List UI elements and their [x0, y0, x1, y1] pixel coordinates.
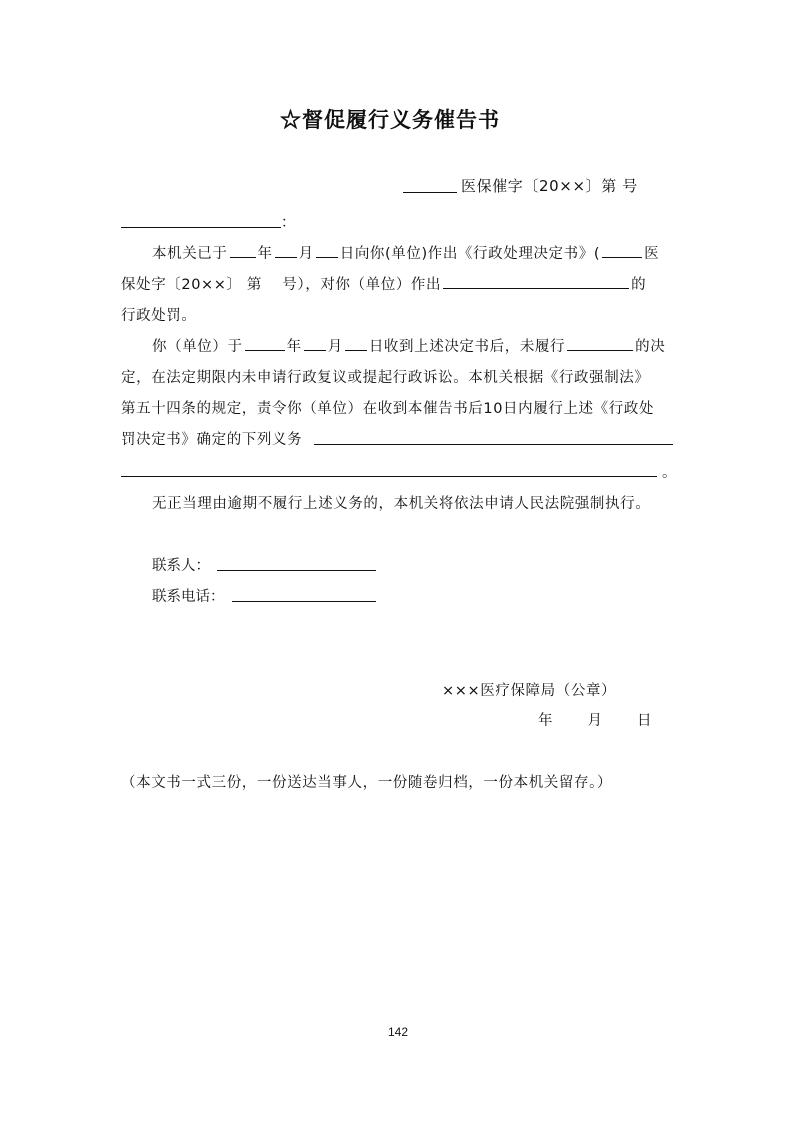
para1-line3: 行政处罚。: [121, 308, 197, 324]
addressee-blank: [121, 227, 281, 228]
page-number: 142: [388, 1025, 409, 1039]
signature-date: 年 月 日: [538, 713, 654, 729]
para2-line2: 定，在法定期限内未申请行政复议或提起行政诉讼。本机关根据《行政强制法》: [121, 370, 650, 386]
para3: 无正当理由逾期不履行上述义务的，本机关将依法申请人民法院强制执行。: [152, 496, 651, 512]
footnote: （本文书一式三份，一份送达当事人，一份随卷归档，一份本机关留存。）: [121, 775, 613, 791]
para1-line2: 保处字〔20××〕 第 号），对你（单位）作出 的: [121, 277, 647, 293]
contact-phone-label: 联系电话：: [152, 589, 225, 605]
para2-line3: 第五十四条的规定，责令你（单位）在收到本催告书后10日内履行上述《行政处: [121, 401, 655, 417]
doc-number-blank: [403, 192, 457, 193]
signature-org: ×××医疗保障局（公章）: [442, 683, 617, 699]
para2-line1: 你（单位）于 年 月 日收到上述决定书后，未履行 的决: [152, 339, 666, 355]
contact-person-label: 联系人：: [152, 558, 210, 574]
obligation-blank-2: [121, 476, 657, 477]
doc-number: 医保催字〔20××〕第 号: [461, 177, 638, 195]
addressee-colon: ：: [281, 215, 296, 231]
document-title: ☆督促履行义务催告书: [280, 107, 500, 132]
contact-person-blank: [217, 570, 376, 571]
para1-line1: 本机关已于 年 月 日向你(单位)作出《行政处理决定书》( 医: [152, 246, 660, 262]
para2-end-mark: 。: [662, 465, 677, 481]
para2-line4: 罚决定书》确定的下列义务: [121, 432, 303, 448]
obligation-blank-1: [314, 444, 673, 445]
contact-phone-blank: [232, 601, 376, 602]
